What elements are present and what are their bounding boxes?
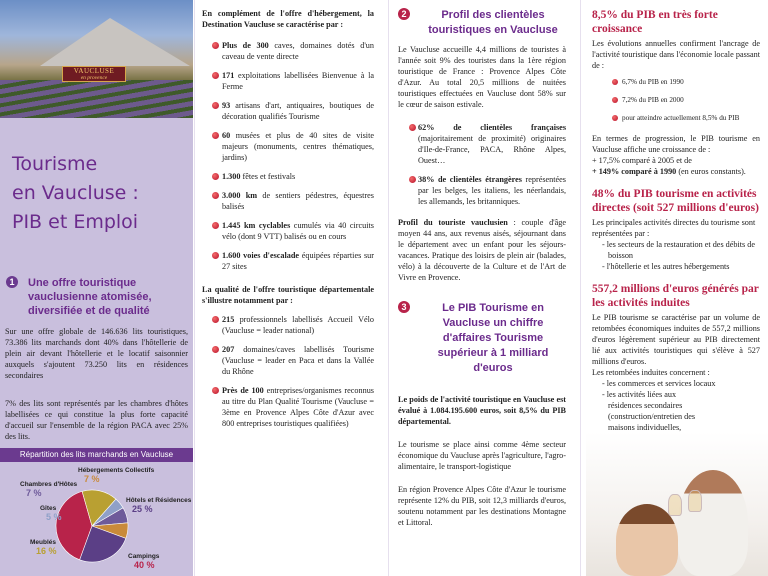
pie-category-label: Hébergements Collectifs <box>78 467 155 474</box>
wine-glass <box>688 490 702 512</box>
section-2-heading <box>398 8 566 38</box>
lavender-field-photo <box>0 0 193 118</box>
column-offer <box>196 0 384 576</box>
pie-value-label: 40 % <box>134 560 155 570</box>
direct-heading: 48% du PIB tourisme en activités directes (soit 527 millions d'euros) <box>592 188 759 214</box>
offer-bullet: 171 exploitations labellisées Bienvenue à la Ferme <box>202 70 374 92</box>
progression-2005: + 17,5% comparé à 2005 et de <box>592 156 692 165</box>
title-line-1: Tourisme <box>12 153 98 175</box>
quality-bullet: Près de 100 entreprises/organismes reconnus au titre du Plan Qualité Tourisme (Vaucluse = 3ème en Provence Alpes Côte d'Azur avec 800 entreprises touristiques qualifiées) <box>202 385 374 429</box>
pie-value-label: 7 % <box>26 488 42 498</box>
direct-intro: Les principales activités directes du tourisme sont représentées par : <box>592 218 756 238</box>
clientele-bullet: 38% de clientèles étrangères représentées par les belges, les italiens, les néerlandais, les allemands, les britanniques. <box>398 174 566 207</box>
section-3-heading <box>398 301 566 376</box>
induced-paragraph: Le PIB tourisme se caractérise par un volume de retombées économiques induites de 557,2 millions d'euros légèrement supérieur au PIB directement lié aux activités touristiques qui s'élève à 527 millions d'euros. <box>592 313 760 366</box>
induced-item-1: - les commerces et services locaux <box>602 379 716 388</box>
direct-item-2: - l'hôtellerie et les autres hébergements <box>602 262 730 271</box>
column-profile <box>392 0 572 576</box>
chambres-paragraph: 7% des lits sont représentés par les chambres d'hôtes labellisées ce qui constitue la plus forte capacité d'accueil sur l'ensemble de la région PACA avec 25% des lits. <box>5 399 188 441</box>
section-number-3: 3 <box>398 301 410 313</box>
region-paragraph: En région Provence Alpes Côte d'Azur le tourisme représente 12% du PIB, soit 12,3 milliards d'euros, soutenu notamment par les destinations Montagne et Littoral. <box>398 485 566 527</box>
pie-value-label: 5 % <box>46 512 62 522</box>
offer-bullet: 3.000 km de sentiers pédestres, équestres balisés <box>202 190 374 212</box>
pib-2000: 7,2% du PIB en 2000 <box>592 95 760 105</box>
induced-heading: 557,2 millions d'euros générés par les activités induites <box>592 283 759 309</box>
induced-intro: Les retombées induites concernent : <box>592 368 710 377</box>
offer-bullet: 60 musées et plus de 40 sites de visite majeurs (monuments, centres thématiques, jardins) <box>202 130 374 163</box>
pie-category-label: Meublés <box>30 539 57 546</box>
title-line-3: PIB et Emploi <box>12 211 139 233</box>
visitors-paragraph: Le Vaucluse accueille 4,4 millions de touristes à l'année soit 9% des touristes dans la 1ère région touristique de France : Provence Alpes Côte d'Azur. Au total 20,5 millions de nuitées touristiques effectuées en Vaucluse dont 58% sur le cœur de saison estivale. <box>398 45 566 109</box>
section-number-2: 2 <box>398 8 410 20</box>
column-intro <box>0 0 193 576</box>
title-line-2: en Vaucluse : <box>12 182 139 204</box>
direct-item-1: - les secteurs de la restauration et des débits de boisson <box>602 240 756 260</box>
quality-intro: La qualité de l'offre touristique départementale s'illustre notamment par : <box>202 285 374 305</box>
offer-bullet: 93 artisans d'art, antiquaires, boutiques de décoration qualifiés Tourisme <box>202 100 374 122</box>
tourist-profile: Profil du touriste vauclusien : couple d'âge moyen 44 ans, aux revenus aisés, séjournant dans le département avec un enfant pour les séjours-vacances. Pratique des loisirs de plein air (balades, vélo) à la découverte de la Culture et de l'Art de Vivre en Provence. <box>398 218 566 282</box>
pie-value-label: 16 % <box>36 546 57 556</box>
induced-item-2: - les activités liées aux résidences secondaires (construction/entretien des maisons individuelles, <box>602 390 696 432</box>
lavender-rows <box>0 80 193 118</box>
pie-category-label: Campings <box>128 553 160 560</box>
column-divider <box>194 0 195 576</box>
logo-line2: en provence <box>80 75 108 81</box>
page-title <box>12 150 187 237</box>
progression-text: En termes de progression, le PIB tourisme en Vaucluse affiche une croissance de : <box>592 134 760 154</box>
clientele-bullet-list <box>398 122 566 207</box>
section-1-heading <box>6 276 191 318</box>
section-2-title: Profil des clientèles touristiques en Vaucluse <box>428 9 558 36</box>
man-figure <box>678 470 748 576</box>
beds-pie-chart <box>0 462 193 576</box>
offer-bullet: 1.445 km cyclables cumulés via 40 circuits vélo (dont 9 VTT) balisés ou en cours <box>202 220 374 242</box>
column-divider <box>388 0 389 576</box>
section-3-title: Le PIB Tourisme en Vaucluse un chiffre d'affaires Tourisme supérieur à 1 milliard d'euros <box>437 302 549 374</box>
pib-1990: 6,7% du PIB en 1990 <box>592 77 760 87</box>
wine-glass <box>668 494 682 516</box>
column-divider <box>580 0 581 576</box>
offer-bullet: 1.300 fêtes et festivals <box>202 171 374 182</box>
chart-title: Répartition des lits marchands en Vaucluse <box>0 448 193 462</box>
clientele-bullet: 62% de clientèles françaises (majoritairement de proximité) originaires d'Ile-de-France, PACA, Rhône Alpes, Ouest… <box>398 122 566 166</box>
pib-paragraph: Le poids de l'activité touristique en Vaucluse est évalué à 1.084.195.600 euros, soit 8,5% du PIB départemental. <box>398 395 566 426</box>
pie-category-label: Gîtes <box>40 505 57 512</box>
rank-paragraph: Le tourisme se place ainsi comme 4ème secteur économique du Vaucluse après l'agriculture, l'agro-alimentaire, le transport-logistique <box>398 440 566 471</box>
quality-bullet: 207 domaines/caves labellisés Tourisme (Vaucluse = leader en Paca et dans la Vallée du Rhône <box>202 344 374 377</box>
section-1-title: Une offre touristique vauclusienne atomisée, diversifiée et de qualité <box>28 277 152 317</box>
offer-bullet: 1.600 voies d'escalade équipées réparties sur 27 sites <box>202 250 374 272</box>
offer-bullet: Plus de 300 caves, domaines dotés d'un caveau de vente directe <box>202 40 374 62</box>
logo-line1: VAUCLUSE <box>73 67 115 75</box>
pie-category-label: Chambres d'Hôtes <box>20 481 78 488</box>
progression-1990: + 149% comparé à 1990 (en euros constants). <box>592 167 746 176</box>
pie-value-label: 7 % <box>84 474 100 484</box>
quality-bullet: 215 professionnels labellisés Accueil Vélo (Vaucluse = leader national) <box>202 314 374 336</box>
mountain-shape <box>40 18 190 66</box>
beds-paragraph: Sur une offre globale de 146.636 lits touristiques, 73.386 lits marchands dont 40% dans l'hôtellerie de plein air devant l'hôtellerie et le locatif saisonnier auxquels s'ajoutent 73.250 lits en résidences secondaires <box>5 327 188 380</box>
diners-photo <box>586 432 768 576</box>
growth-heading: 8,5% du PIB en très forte croissance <box>592 9 718 35</box>
pie-category-label: Hôtels et Résidences <box>126 497 192 504</box>
quality-bullet-list <box>202 314 374 429</box>
pib-now: pour atteindre actuellement 8,5% du PIB <box>592 113 760 123</box>
section-number-1: 1 <box>6 276 18 288</box>
pie-value-label: 25 % <box>132 504 153 514</box>
offer-intro: En complément de l'offre d'hébergement, la Destination Vaucluse se caractérise par : <box>202 9 374 29</box>
vaucluse-logo <box>62 66 126 82</box>
growth-intro: Les évolutions annuelles confirment l'ancrage de l'activité touristique dans l'économie locale passant de : <box>592 39 760 70</box>
offer-bullet-list <box>202 40 374 272</box>
